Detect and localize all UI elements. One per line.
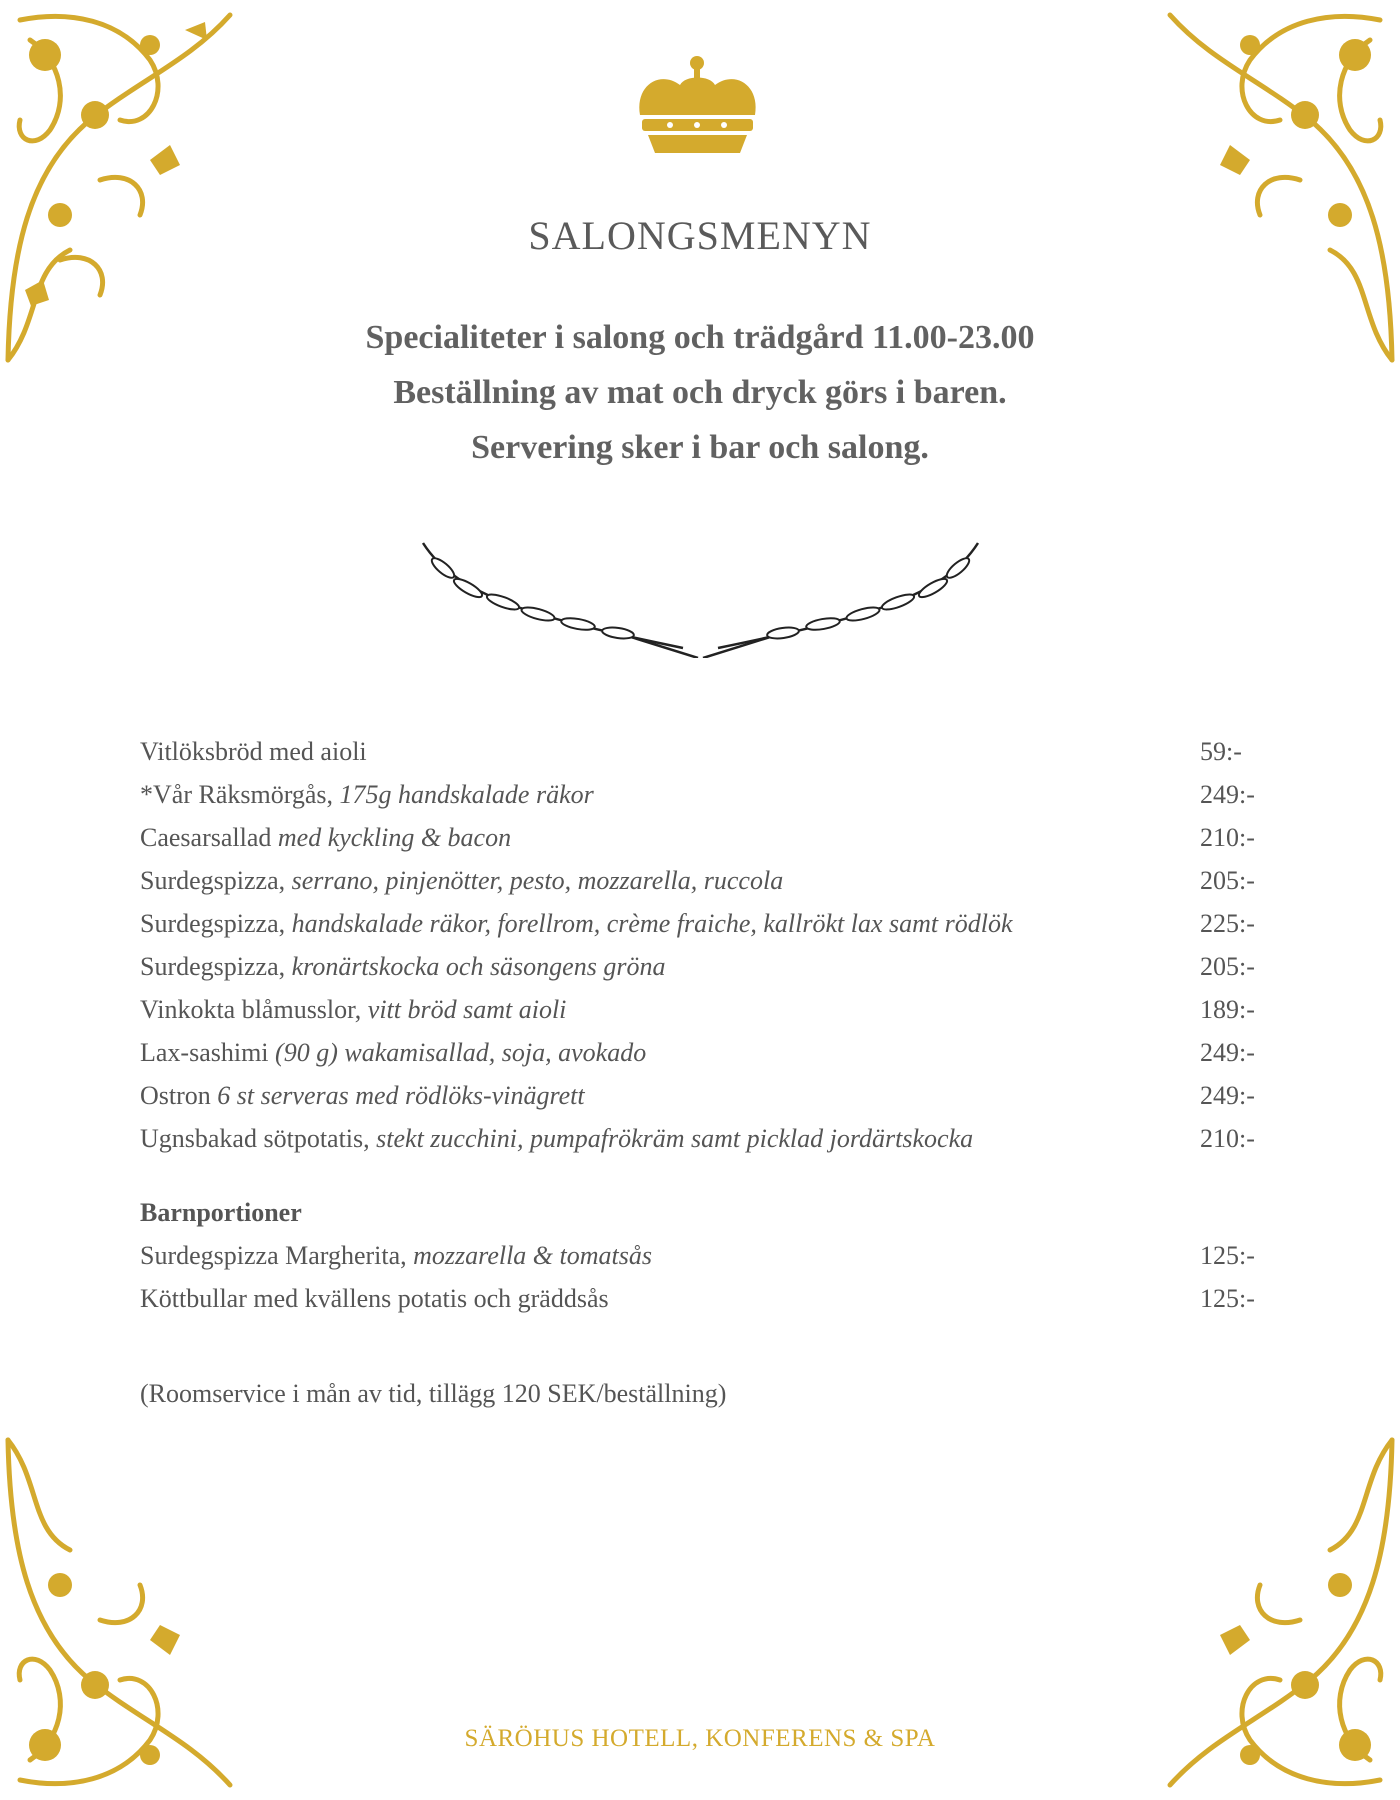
laurel-icon [418, 538, 983, 658]
item-name: Surdegspizza Margherita, [140, 1241, 414, 1270]
roomservice-note: (Roomservice i mån av tid, tillägg 120 SEK/beställning) [140, 1379, 727, 1408]
item-price: 210:- [1200, 823, 1255, 852]
footer-brand: SÄRÖHUS HOTELL, KONFERENS & SPA [464, 1725, 936, 1752]
subtitle [0, 310, 1400, 475]
item-desc: mozzarella & tomatsås [413, 1241, 652, 1270]
item-desc: serrano, pinjenötter, pesto, mozzarella, ruccola [291, 866, 784, 895]
item-name: Caesarsallad [140, 823, 278, 852]
item-name: *Vår Räksmörgås, [140, 780, 340, 809]
menu-item [140, 816, 1280, 859]
crown-icon [630, 55, 765, 155]
item-desc: vitt bröd samt aioli [367, 995, 567, 1024]
menu-item [140, 1277, 1280, 1320]
item-name: Lax-sashimi [140, 1038, 276, 1067]
menu-item [140, 1117, 1280, 1160]
item-price: 205:- [1200, 952, 1255, 981]
kids-section-title: Barnportioner [140, 1198, 302, 1227]
item-price: 249:- [1200, 1081, 1255, 1110]
menu-item [140, 730, 1280, 773]
item-price: 189:- [1200, 995, 1255, 1024]
item-name: Surdegspizza, [140, 952, 292, 981]
item-desc: (90 g) wakamisallad, soja, avokado [275, 1038, 647, 1067]
menu-item [140, 773, 1280, 816]
item-name: Ostron [140, 1081, 218, 1110]
item-name: Vitlöksbröd med aioli [140, 737, 367, 766]
item-name: Surdegspizza, [140, 866, 292, 895]
item-name: Köttbullar med kvällens potatis och gräddsås [140, 1284, 609, 1313]
page-title: SALONGSMENYN [528, 213, 872, 258]
subtitle-line: Servering sker i bar och salong. [471, 429, 929, 466]
menu-item [140, 859, 1280, 902]
item-price: 125:- [1200, 1241, 1255, 1270]
menu-item [140, 1234, 1280, 1277]
subtitle-line: Specialiteter i salong och trädgård 11.00-23.00 [365, 319, 1035, 356]
item-name: Ugnsbakad sötpotatis, [140, 1124, 377, 1153]
item-price: 210:- [1200, 1124, 1255, 1153]
menu-item [140, 902, 1280, 945]
menu-item [140, 1031, 1280, 1074]
item-name: Surdegspizza, [140, 909, 292, 938]
menu-item [140, 1074, 1280, 1117]
item-desc: kronärtskocka och säsongens gröna [291, 952, 666, 981]
subtitle-line: Beställning av mat och dryck görs i baren. [393, 374, 1007, 411]
menu-item [140, 988, 1280, 1031]
item-price: 225:- [1200, 909, 1255, 938]
item-desc: 175g handskalade räkor [339, 780, 594, 809]
item-price: 249:- [1200, 1038, 1255, 1067]
menu-list [140, 730, 1280, 1415]
item-desc: handskalade räkor, forellrom, crème fraiche, kallrökt lax samt rödlök [291, 909, 1013, 938]
item-price: 249:- [1200, 780, 1255, 809]
item-price: 125:- [1200, 1284, 1255, 1313]
item-desc: med kyckling & bacon [277, 823, 512, 852]
item-name: Vinkokta blåmusslor, [140, 995, 368, 1024]
item-price: 205:- [1200, 866, 1255, 895]
item-price: 59:- [1200, 737, 1242, 766]
menu-item [140, 945, 1280, 988]
item-desc: stekt zucchini, pumpafrökräm samt picklad jordärtskocka [376, 1124, 974, 1153]
item-desc: 6 st serveras med rödlöks-vinägrett [217, 1081, 585, 1110]
